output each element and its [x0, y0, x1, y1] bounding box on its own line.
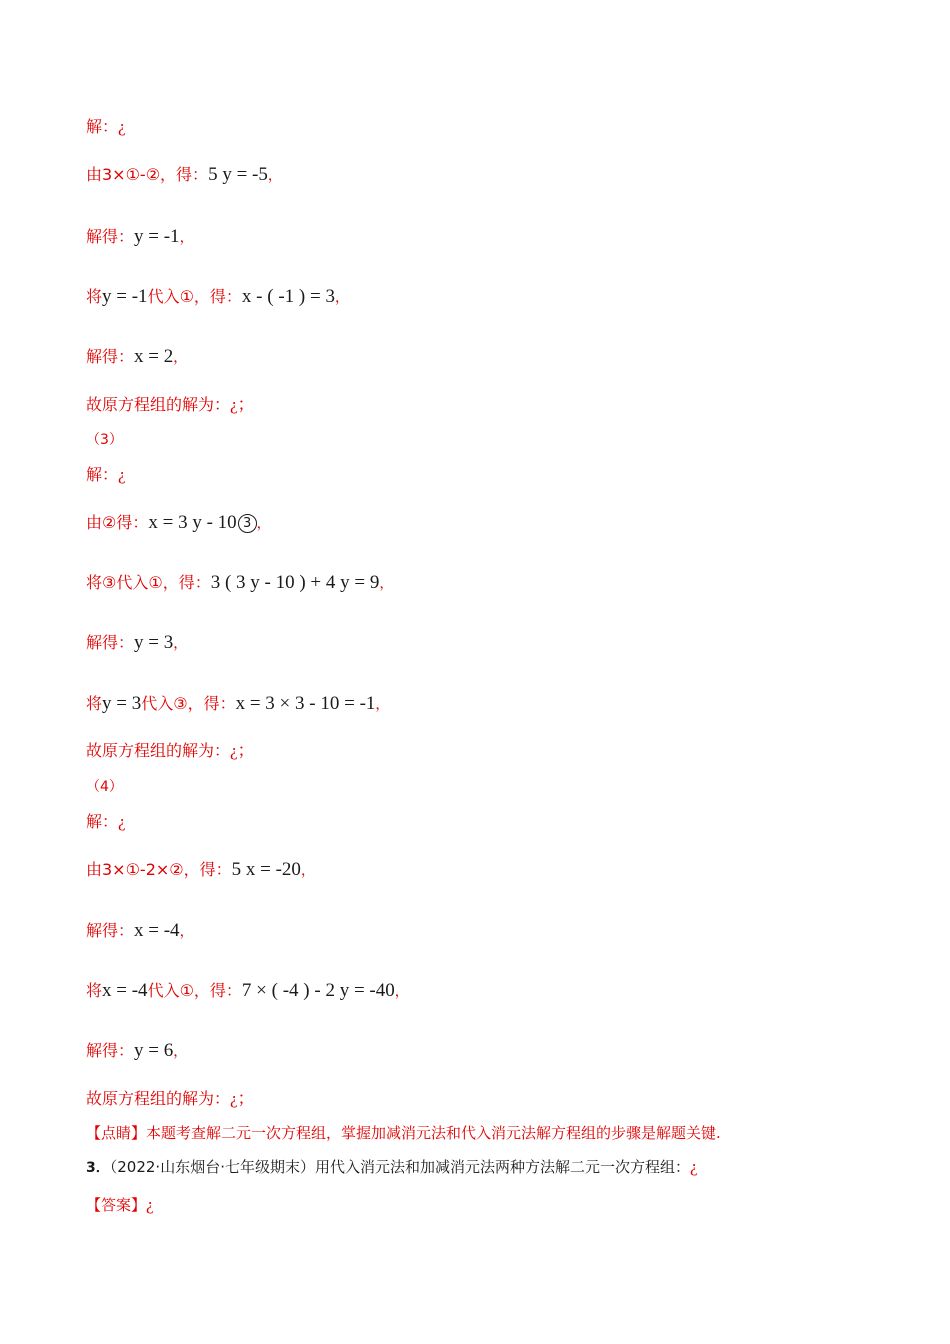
solution-line: 解：¿ [86, 465, 126, 484]
step-line: 由3×①-②，得：5 y = -5， [86, 164, 282, 185]
comment-line: 【点睛】本题考查解二元一次方程组，掌握加减消元法和代入消元法解方程组的步骤是解题关键. [86, 1124, 721, 1142]
conclusion-line: 故原方程组的解为：¿； [86, 741, 255, 760]
step-line: 解得：y = -1， [86, 226, 194, 247]
step-line: 将③代入①，得：3 ( 3 y - 10 ) + 4 y = 9， [86, 572, 394, 593]
step-line: 解得：x = -4， [86, 920, 194, 941]
solution-line: 解：¿ [86, 812, 126, 831]
step-line: 将x = -4代入①，得：7 × ( -4 ) - 2 y = -40， [86, 980, 409, 1001]
step-line: 解得：y = 3， [86, 632, 188, 653]
step-line: 解得：y = 6， [86, 1040, 188, 1061]
part-label: （3） [86, 432, 123, 448]
part-label: （4） [86, 779, 123, 795]
step-line: 将y = -1代入①，得：x - ( -1 ) = 3， [86, 286, 349, 307]
question-line: 3．（2022·山东烟台·七年级期末）用代入消元法和加减消元法两种方法解二元一次方程组：¿ [86, 1157, 698, 1176]
step-line: 由②得：x = 3 y - 10 3 ， [86, 512, 271, 533]
solution-line: 解：¿ [86, 117, 126, 136]
step-line: 由3×①-2×②，得：5 x = -20， [86, 859, 315, 880]
conclusion-line: 故原方程组的解为：¿； [86, 1089, 255, 1108]
step-line: 解得：x = 2， [86, 346, 188, 367]
conclusion-line: 故原方程组的解为：¿； [86, 395, 255, 414]
step-line: 将y = 3代入③，得：x = 3 × 3 - 10 = -1， [86, 693, 390, 714]
answer-line: 【答案】¿ [86, 1195, 154, 1214]
circled-number: 3 [238, 514, 257, 533]
